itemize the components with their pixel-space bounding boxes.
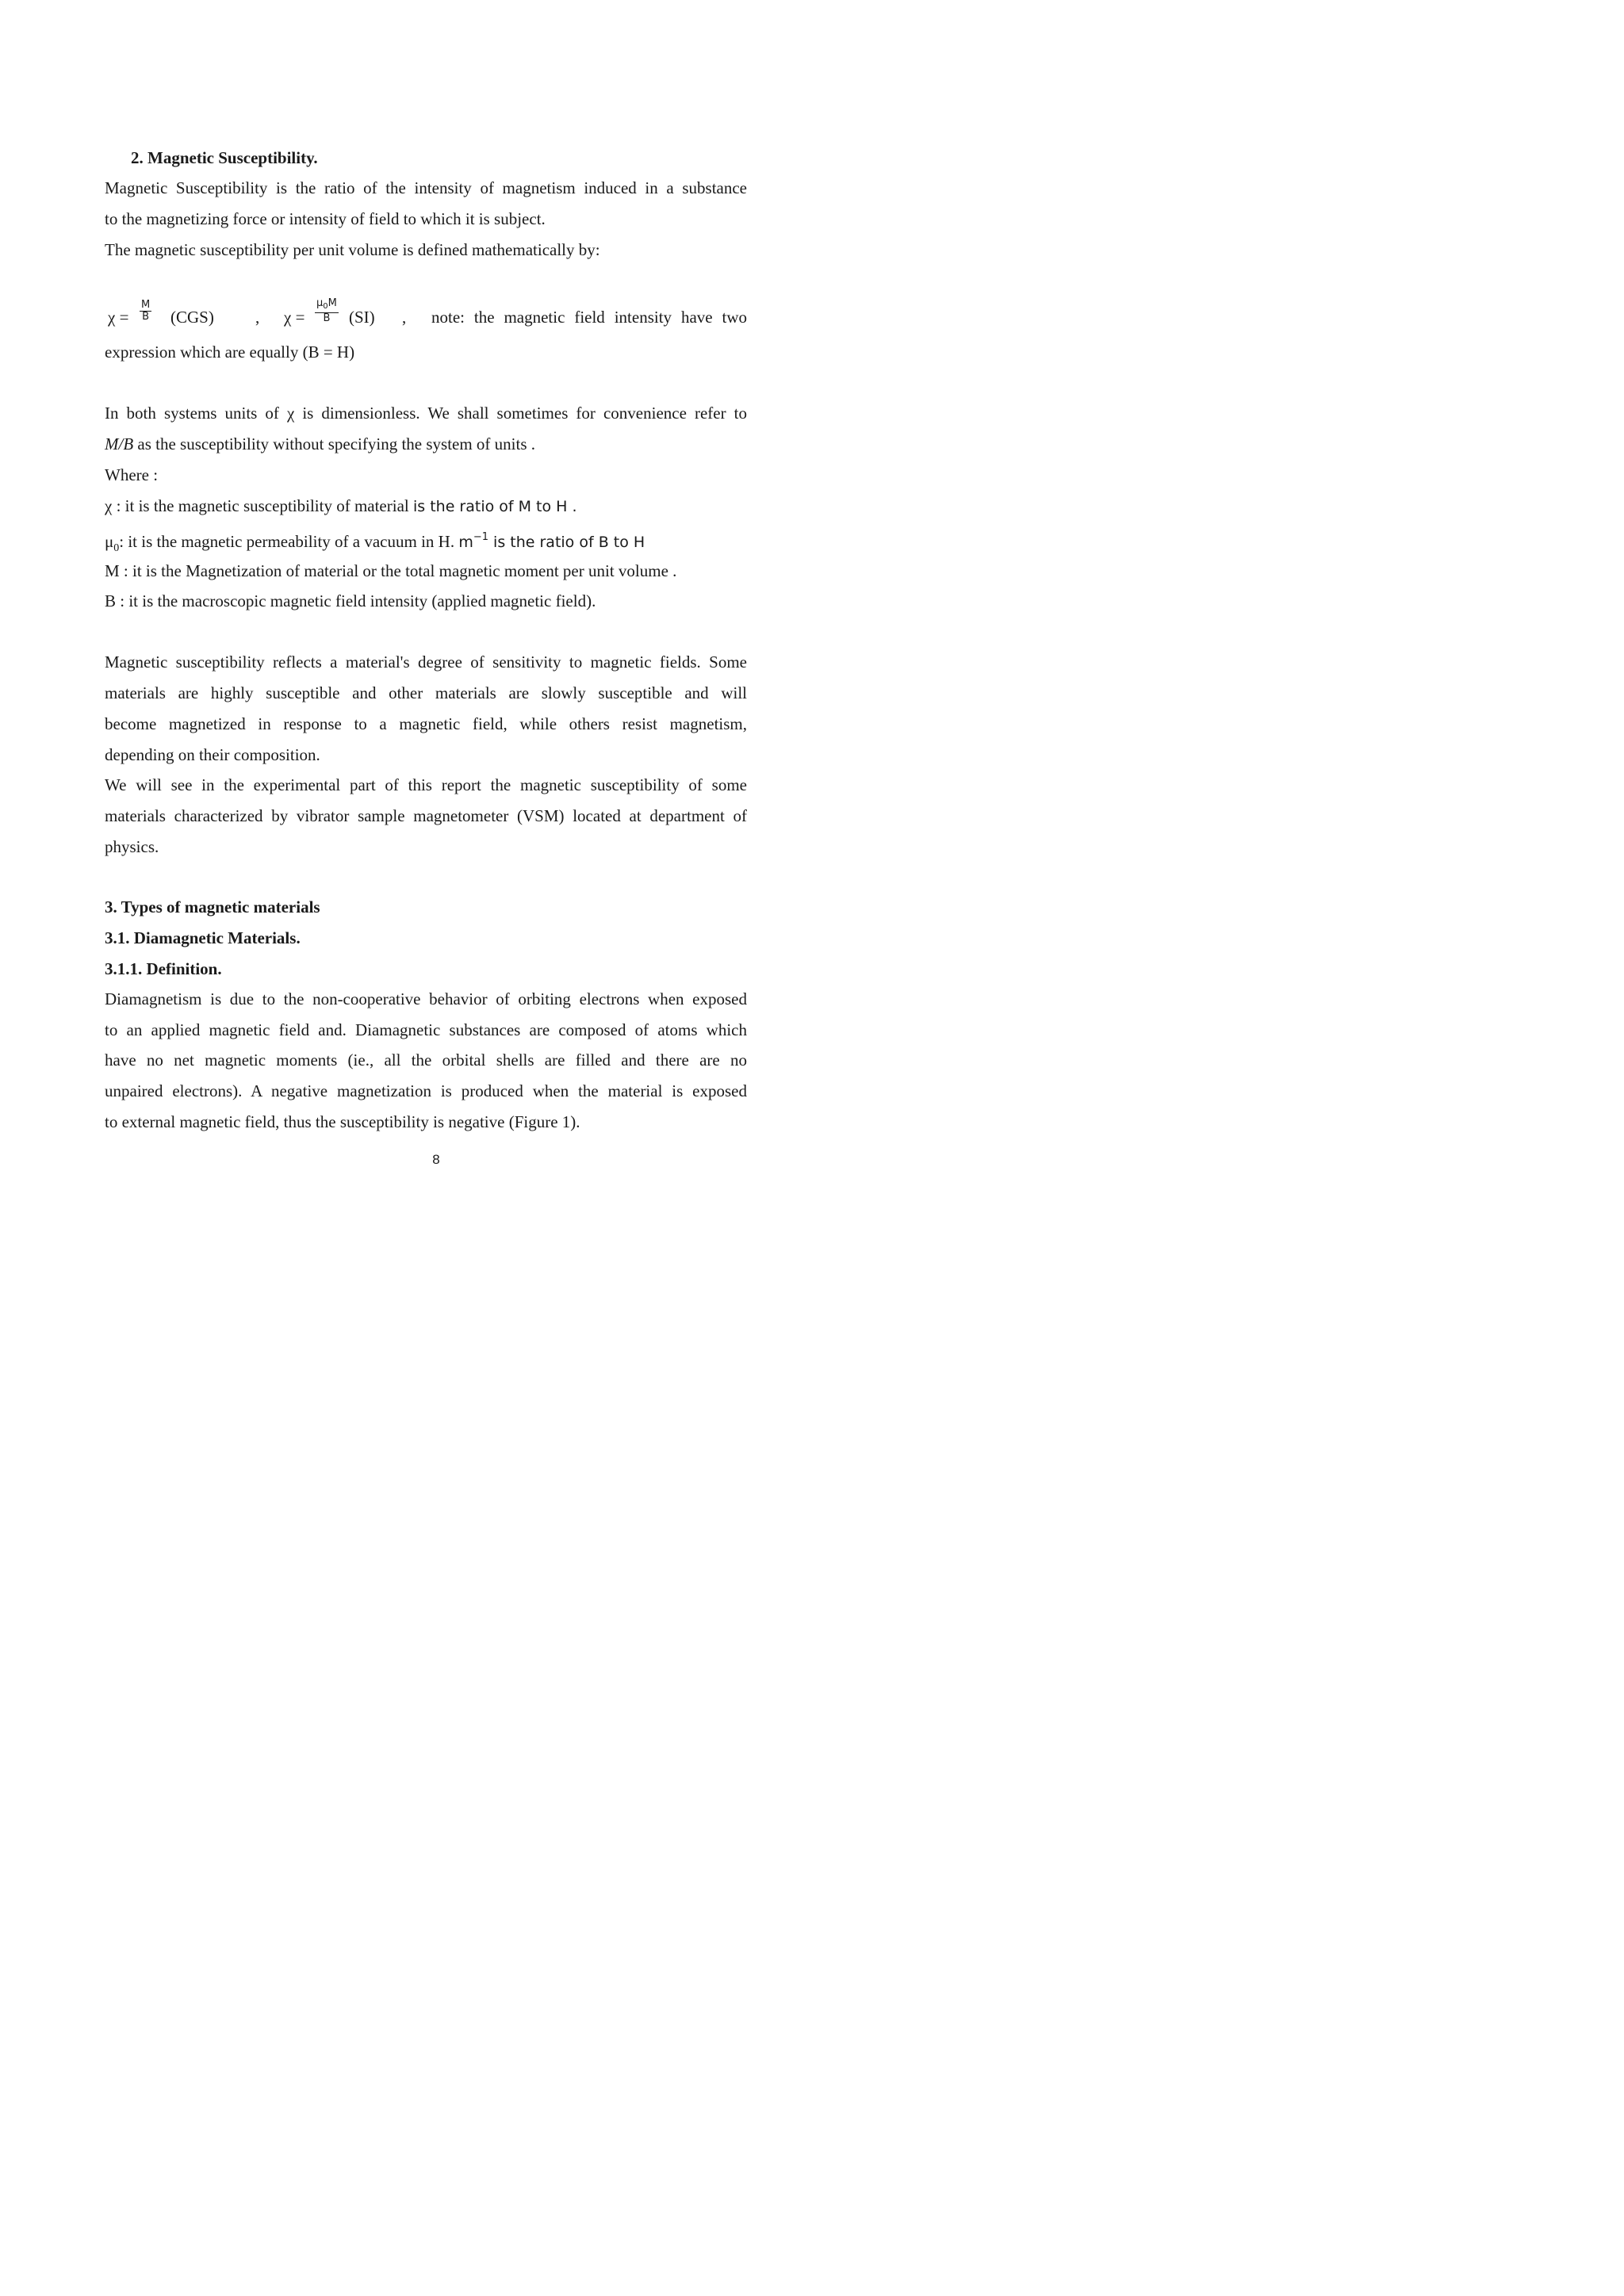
paragraph-line: Magnetic susceptibility reflects a material's degree of sensitivity to magnetic fields. Some [105, 652, 747, 672]
italic-term: M/B [105, 434, 134, 453]
paragraph-line: become magnetized in response to a magnetic field, while others resist magnetism, [105, 714, 747, 733]
si-label: (SI) [349, 308, 375, 327]
document-page [0, 0, 872, 1231]
paragraph-line: depending on their composition. [105, 745, 320, 764]
fraction-m-over-b: $\frac{M}{B}$ [141, 299, 151, 323]
section-heading-magnetic-susceptibility: 2. Magnetic Susceptibility. [131, 148, 318, 167]
chi-symbol: χ = [284, 308, 305, 327]
paragraph-line: expression which are equally (B = H) [105, 342, 355, 362]
definition-chi: χ : it is the magnetic susceptibility of material is the ratio of M to H . [105, 496, 577, 515]
paragraph-line: physics. [105, 837, 159, 856]
comma: , [402, 308, 407, 327]
subsection-heading-definition: 3.1.1. Definition. [105, 959, 222, 978]
where-label: Where : [105, 465, 159, 484]
equation-note: note: the magnetic field intensity have two [431, 308, 747, 327]
definition-b: B : it is the macroscopic magnetic field intensity (applied magnetic field). [105, 591, 596, 610]
subsection-heading-diamagnetic: 3.1. Diamagnetic Materials. [105, 928, 301, 947]
paragraph-line: The magnetic susceptibility per unit volume is defined mathematically by: [105, 240, 600, 259]
susceptibility-equation [105, 297, 747, 333]
definition-mu0: $\mu_0$: it is the magnetic permeability of a vacuum in H. $m^{-1}$ is the ratio of B to H [105, 531, 645, 554]
page-number: 8 [432, 1152, 440, 1167]
paragraph-line: Diamagnetism is due to the non-cooperative behavior of orbiting electrons when exposed [105, 989, 747, 1008]
paragraph-line: materials characterized by vibrator sample magnetometer (VSM) located at department of [105, 806, 747, 825]
definition-m: M : it is the Magnetization of material or the total magnetic moment per unit volume . [105, 561, 677, 580]
paragraph-line: Magnetic Susceptibility is the ratio of the intensity of magnetism induced in a substance [105, 178, 747, 197]
paragraph-line: to external magnetic field, thus the susceptibility is negative (Figure 1). [105, 1112, 580, 1131]
paragraph-line: to the magnetizing force or intensity of field to which it is subject. [105, 209, 546, 228]
paragraph-line: materials are highly susceptible and other materials are slowly susceptible and will [105, 683, 747, 702]
chi-symbol: χ = [108, 308, 129, 327]
section-heading-types: 3. Types of magnetic materials [105, 897, 320, 916]
paragraph-line: unpaired electrons). A negative magnetization is produced when the material is exposed [105, 1081, 747, 1100]
paragraph-line: to an applied magnetic field and. Diamagnetic substances are composed of atoms which [105, 1020, 747, 1039]
paragraph-line: In both systems units of χ is dimensionless. We shall sometimes for convenience refer to [105, 404, 747, 423]
fraction-mu0m-over-b: $\frac{\mu_0M}{B}$ [316, 297, 337, 324]
paragraph-line: We will see in the experimental part of this report the magnetic susceptibility of some [105, 775, 747, 794]
paragraph-line: have no net magnetic moments (ie., all the orbital shells are filled and there are no [105, 1050, 747, 1070]
paragraph-line: M/B as the susceptibility without specifying the system of units . [105, 434, 536, 453]
cgs-label: (CGS) [170, 308, 214, 327]
comma: , [255, 308, 260, 327]
